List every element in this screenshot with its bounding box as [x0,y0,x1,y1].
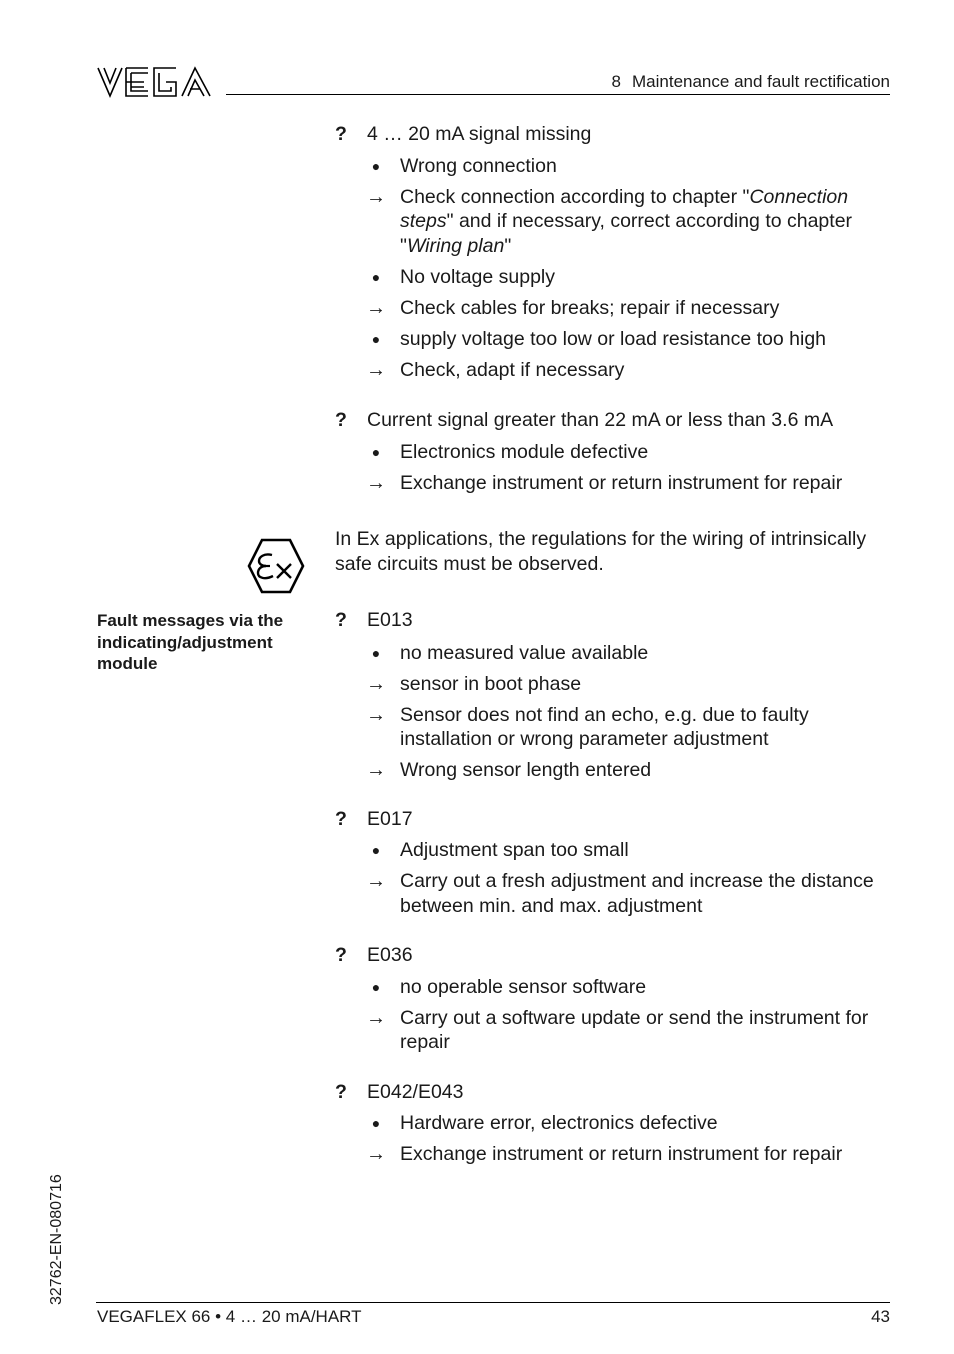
question-text: Current signal greater than 22 mA or less than 3.6 mA [367,409,834,431]
question-text: E017 [367,807,413,830]
question-text: E036 [367,944,413,966]
list-item [335,154,895,179]
arrow-icon: → [366,296,386,319]
bullet-icon: ● [371,1115,381,1131]
list-item [335,296,895,321]
troubleshooting-section-2 [335,608,895,1167]
item-text: Check, adapt if necessary [400,358,625,381]
arrow-icon: → [366,185,386,208]
header-rule [226,94,890,95]
bullet-icon: ● [371,268,381,285]
arrow-icon: → [366,672,386,695]
item-text-part: Check connection according to chapter " [400,185,750,208]
list-item [335,703,895,752]
item-text: Adjustment span too small [400,839,629,861]
question-text: 4 … 20 mA signal missing [367,123,592,145]
item-text-part: " [504,234,512,257]
bullet-icon: ● [371,443,381,460]
document-id: 32762-EN-080716 [48,1174,65,1305]
list-item [335,185,895,259]
list-item [335,838,895,863]
item-text: Exchange instrument or return instrument for repair [400,1143,843,1165]
bullet-icon: ● [371,330,381,347]
list-item [335,1111,895,1136]
list-item [335,1142,895,1167]
item-text: no operable sensor software [400,975,647,998]
arrow-icon: → [366,759,386,781]
item-text: Electronics module defective [400,440,649,463]
question-mark: ? [335,609,347,631]
list-item [335,641,895,666]
page-number: 43 [871,1307,890,1326]
question-mark: ? [335,409,347,431]
arrow-icon: → [366,870,386,892]
bullet-icon: ● [371,644,381,661]
list-item [335,869,895,918]
bullet-icon: ● [371,842,381,858]
question-block-e036 [335,943,895,968]
question-mark: ? [335,944,347,966]
item-text: Carry out a fresh adjustment and increase the distance between min. and max. adjustment [400,870,874,917]
question-mark: ? [335,807,347,830]
list-item [335,975,895,1000]
bullet-icon: ● [371,157,381,174]
vega-logo [96,65,214,99]
question-block-current-signal [335,408,895,433]
question-text: E042/E043 [367,1080,464,1103]
item-text: Carry out a software update or send the instrument for repair [400,1006,869,1053]
item-text: No voltage supply [400,265,556,288]
ex-note-text: In Ex applications, the regulations for the wiring of intrinsically safe circuits must be observed. [335,528,867,575]
list-item [335,1006,895,1055]
item-text: no measured value available [400,641,649,664]
ex-icon [247,538,305,594]
question-block-e013 [335,608,895,633]
list-item [335,471,895,496]
item-text: Check cables for breaks; repair if necessary [400,296,780,319]
chapter-ref-wiring-plan: Wiring plan [406,234,505,257]
item-text: Hardware error, electronics defective [400,1112,718,1134]
arrow-icon: → [366,1143,386,1165]
chapter-ref-connection-steps: Connection steps [400,185,849,232]
bullet-icon: ● [371,978,381,995]
list-item [335,358,895,383]
troubleshooting-section-1 [335,122,895,495]
item-text: supply voltage too low or load resistance too high [400,327,827,350]
item-text: Wrong connection [400,154,557,177]
question-mark: ? [335,123,347,145]
item-text: Wrong sensor length entered [400,759,652,781]
question-block-signal-missing [335,122,895,147]
chapter-heading [612,72,890,92]
arrow-icon: → [366,1006,386,1029]
item-text-part: " and if necessary, correct according to chapter " [400,210,853,257]
footer-rule [96,1302,890,1303]
question-block-e042-e043 [335,1080,895,1105]
chapter-number: 8 [611,72,621,91]
arrow-icon: → [366,358,386,381]
arrow-icon: → [366,471,386,494]
item-text: Sensor does not find an echo, e.g. due to faulty installation or wrong parameter adjustment [400,703,809,750]
list-item [335,440,895,465]
list-item [335,327,895,352]
footer-product: VEGAFLEX 66 • 4 … 20 mA/HART [97,1307,362,1326]
question-mark: ? [335,1080,347,1103]
list-item [335,672,895,697]
list-item [335,265,895,290]
question-text: E013 [367,609,413,631]
arrow-icon: → [366,703,386,726]
sidebar-fault-messages-label: Fault messages via the indicating/adjustment module [97,611,284,673]
list-item [335,758,895,783]
item-text: Exchange instrument or return instrument for repair [400,471,843,494]
chapter-title: Maintenance and fault rectification [632,72,890,91]
item-text: sensor in boot phase [400,672,582,695]
question-block-e017 [335,807,895,832]
